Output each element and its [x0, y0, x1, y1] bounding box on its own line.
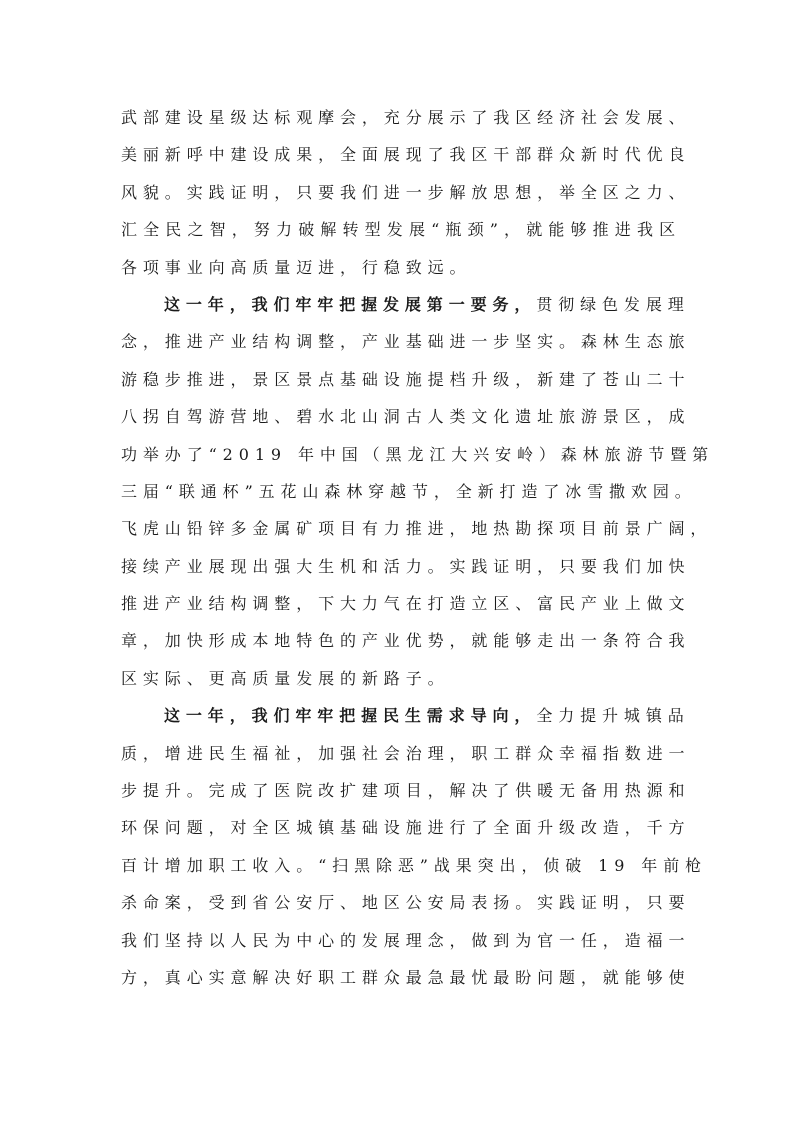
- text-line: 推进产业结构调整，下大力气在打造立区、富民产业上做文: [121, 594, 691, 614]
- text-line: 游稳步推进，景区景点基础设施提档升级，新建了苍山二十: [121, 369, 691, 389]
- paragraph-2: [121, 286, 715, 697]
- text-line: 汇全民之智，努力破解转型发展“瓶颈”，就能够推进我区: [121, 220, 681, 240]
- text-line: 杀命案，受到省公安厅、地区公安局表扬。实践证明，只要: [121, 893, 691, 913]
- text-line: 武部建设星级达标观摩会，充分展示了我区经济社会发展、: [121, 108, 691, 127]
- text-line: 飞虎山铅锌多金属矿项目有力推进，地热勘探项目前景广阔，: [121, 519, 713, 539]
- paragraph-3: [121, 697, 707, 996]
- text-line: 三届“联通杯”五花山森林穿越节，全新打造了冰雪撒欢园。: [121, 481, 697, 501]
- text-fragment: 贯彻绿色发展理: [536, 294, 690, 314]
- text-line: 接续产业展现出强大生机和活力。实践证明，只要我们加快: [121, 556, 691, 576]
- text-line: 各项事业向高质量迈进，行稳致远。: [121, 257, 472, 277]
- paragraph-lead-bold: 这一年，我们牢牢把握发展第一要务，: [164, 294, 537, 314]
- text-line: 功举办了“2019 年中国（黑龙江大兴安岭）森林旅游节暨第: [121, 444, 715, 464]
- text-line: 百计增加职工收入。“扫黑除恶”战果突出，侦破 19 年前枪: [121, 855, 707, 875]
- text-line: 八拐自驾游营地、碧水北山洞古人类文化遗址旅游景区，成: [121, 407, 691, 427]
- text-line: 环保问题，对全区城镇基础设施进行了全面升级改造，千方: [121, 818, 691, 838]
- text-line: 质，增进民生福祉，加强社会治理，职工群众幸福指数进一: [121, 743, 691, 763]
- text-line: 步提升。完成了医院改扩建项目，解决了供暖无备用热源和: [121, 781, 691, 801]
- text-line: 章，加快形成本地特色的产业优势，就能够走出一条符合我: [121, 631, 691, 651]
- text-fragment: 全力提升城镇品: [536, 706, 690, 726]
- text-line: [121, 286, 690, 323]
- text-line: 我们坚持以人民为中心的发展理念，做到为官一任，造福一: [121, 930, 691, 950]
- document-body: [121, 99, 715, 996]
- paragraph-lead-bold: 这一年，我们牢牢把握民生需求导向，: [164, 706, 537, 726]
- text-line: [121, 697, 690, 734]
- text-line: 风貌。实践证明，只要我们进一步解放思想，举全区之力、: [121, 182, 691, 202]
- text-line: 方，真心实意解决好职工群众最急最忧最盼问题，就能够使: [121, 967, 691, 987]
- text-line: 区实际、更高质量发展的新路子。: [121, 668, 450, 688]
- paragraph-1: [121, 99, 691, 286]
- text-line: 念，推进产业结构调整，产业基础进一步坚实。森林生态旅: [121, 332, 691, 352]
- text-line: 美丽新呼中建设成果，全面展现了我区干部群众新时代优良: [121, 145, 691, 165]
